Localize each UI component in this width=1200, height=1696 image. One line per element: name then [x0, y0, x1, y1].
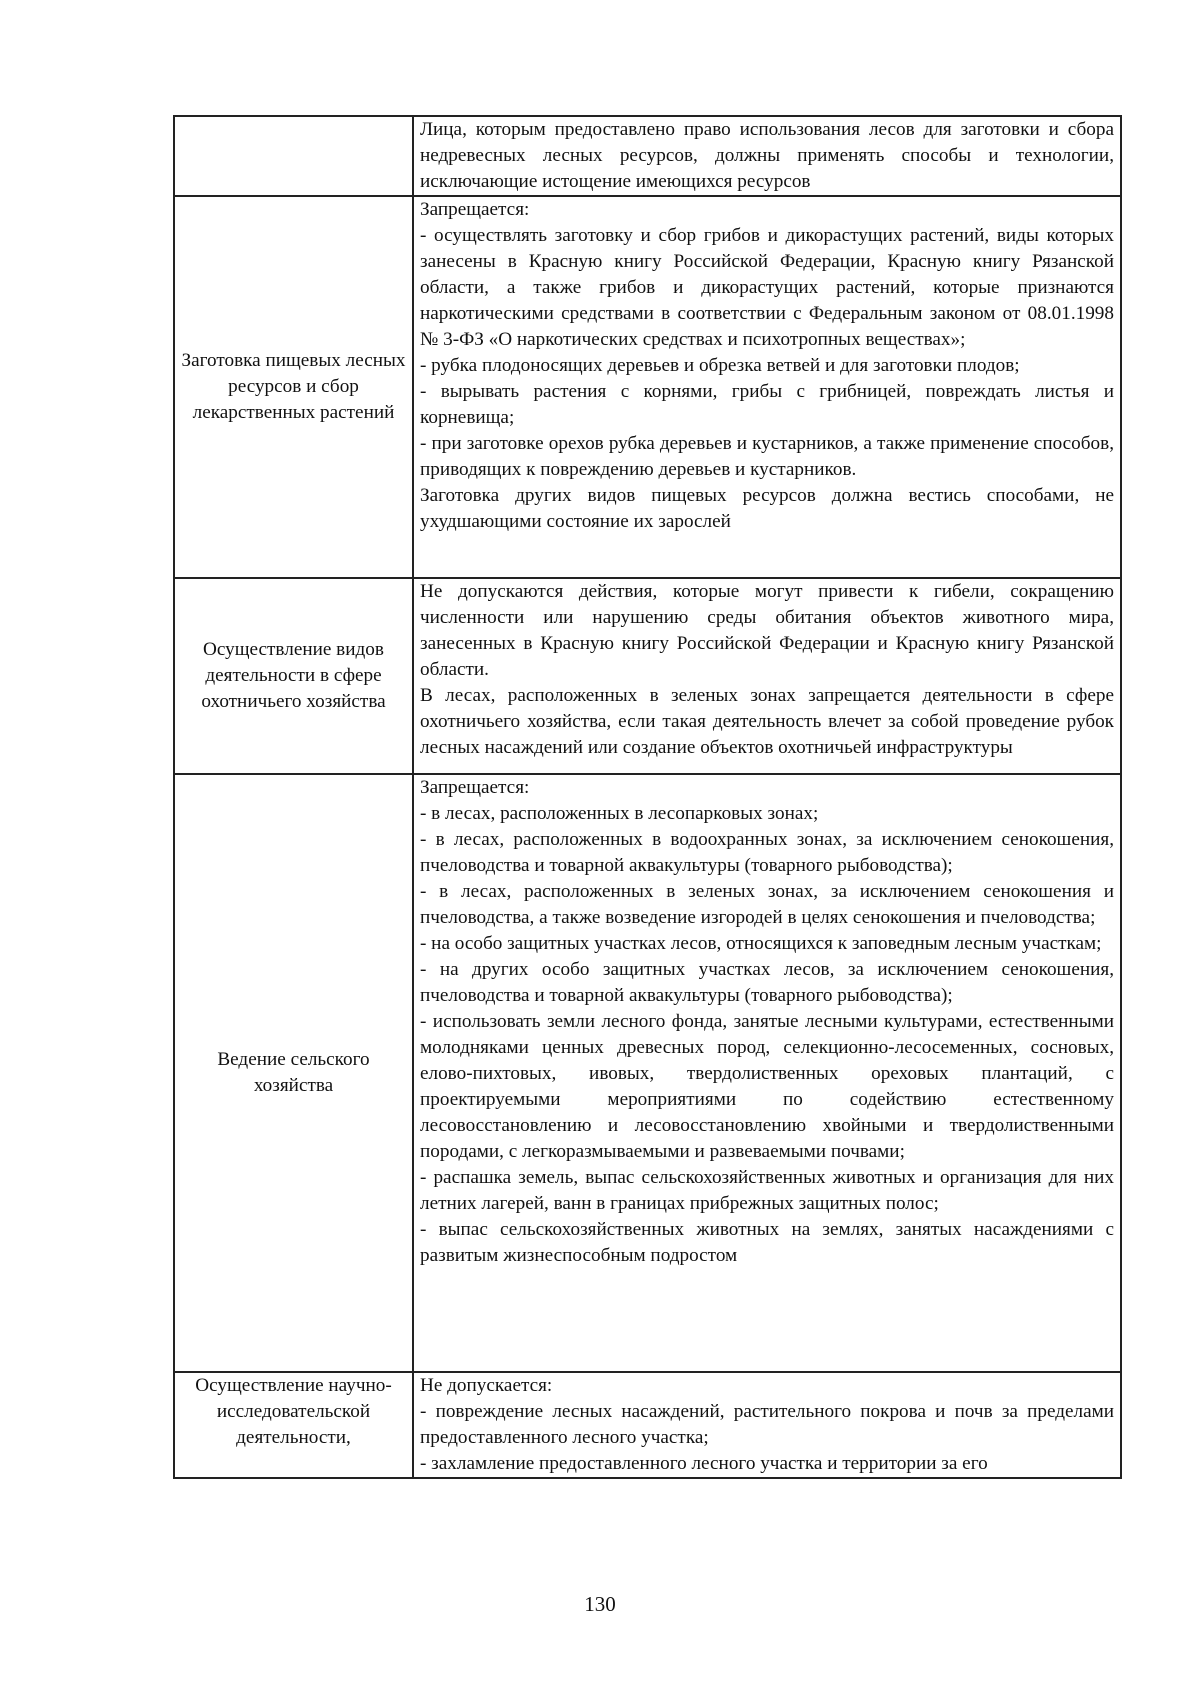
- rule-text: - рубка плодоносящих деревьев и обрезка ветвей и для заготовки плодов;: [420, 355, 1020, 376]
- rule-text: - в лесах, расположенных в водоохранных зонах, за исключением сенокошения, пчеловодства и товарной аквакультуры (товарного рыбоводства);: [420, 829, 1114, 876]
- rule-text: - повреждение лесных насаждений, растительного покрова и почв за пределами предоставленного лесного участка;: [420, 1401, 1114, 1448]
- table-row: [174, 116, 1121, 196]
- activity-cell: [174, 196, 413, 578]
- page-number: 130: [584, 1592, 616, 1616]
- rule-text: - использовать земли лесного фонда, занятые лесными культурами, естественными молодняками ценных древесных пород, селекционно-лесосеменных, сосновых, елово-пихтовых, ивовых, твердолиственных ореховых плантаций, с проектируемыми мероприятиями по содействию естественному лесовосстановлению и лесовосстановлению хвойными и твердолиственными породами, с легкоразмываемыми и развеваемыми почвами;: [420, 1011, 1114, 1162]
- activity-label: Осуществление научно-исследовательской деятельности,: [195, 1375, 392, 1448]
- rule-text: - захламление предоставленного лесного участка и территории за его: [420, 1453, 988, 1474]
- rule-text: - вырывать растения с корнями, грибы с грибницей, повреждать листья и корневища;: [420, 381, 1114, 428]
- rule-text: - осуществлять заготовку и сбор грибов и дикорастущих растений, виды которых занесены в Красную книгу Российской Федерации, Красную книгу Рязанской области, а также грибов и дикорастущих растений, которые признаются наркотическими средствами в соответствии с Федеральным законом от 08.01.1998 № 3-ФЗ «О наркотических средствах и психотропных веществах»;: [420, 225, 1114, 350]
- table-row: [174, 1372, 1121, 1478]
- rule-text: - на других особо защитных участках лесов, за исключением сенокошения, пчеловодства и товарной аквакультуры (товарного рыбоводства);: [420, 959, 1114, 1006]
- rule-text: Лица, которым предоставлено право использования лесов для заготовки и сбора недревесных лесных ресурсов, должны применять способы и технологии, исключающие истощение имеющихся ресурсов: [420, 119, 1114, 192]
- rules-cell: [413, 1372, 1121, 1478]
- rules-cell: [413, 578, 1121, 774]
- activity-cell: [174, 774, 413, 1372]
- rule-text: - в лесах, расположенных в зеленых зонах, за исключением сенокошения и пчеловодства, а также возведение изгородей в целях сенокошения и пчеловодства;: [420, 881, 1114, 928]
- rule-text: - в лесах, расположенных в лесопарковых зонах;: [420, 803, 819, 824]
- rules-cell: [413, 774, 1121, 1372]
- rules-cell: [413, 116, 1121, 196]
- table-row: [174, 774, 1121, 1372]
- rule-text: В лесах, расположенных в зеленых зонах запрещается деятельности в сфере охотничьего хозяйства, если такая деятельность влечет за собой проведение рубок лесных насаждений или создание объектов охотничьей инфраструктуры: [420, 685, 1114, 758]
- rule-text: Не допускается:: [420, 1375, 553, 1396]
- rule-text: Запрещается:: [420, 199, 530, 220]
- rule-text: - на особо защитных участках лесов, относящихся к заповедным лесным участкам;: [420, 933, 1102, 954]
- rule-text: Запрещается:: [420, 777, 530, 798]
- rule-text: - выпас сельскохозяйственных животных на землях, занятых насаждениями с развитым жизнеспособным подростом: [420, 1219, 1114, 1266]
- activity-label: Ведение сельского хозяйства: [217, 1049, 370, 1096]
- table-row: [174, 578, 1121, 774]
- rule-text: - распашка земель, выпас сельскохозяйственных животных и организация для них летних лагерей, ванн в границах прибрежных защитных полос;: [420, 1167, 1114, 1214]
- rule-text: - при заготовке орехов рубка деревьев и кустарников, а также применение способов, приводящих к повреждению деревьев и кустарников.: [420, 433, 1114, 480]
- activity-cell: [174, 1372, 413, 1478]
- table-row: [174, 196, 1121, 578]
- activity-label: Осуществление видов деятельности в сфере охотничьего хозяйства: [201, 639, 386, 712]
- activity-cell: [174, 116, 413, 196]
- activity-label: Заготовка пищевых лесных ресурсов и сбор лекарственных растений: [181, 350, 406, 423]
- activity-cell: [174, 578, 413, 774]
- rule-text: Заготовка других видов пищевых ресурсов должна вестись способами, не ухудшающими состояние их зарослей: [420, 485, 1114, 532]
- rule-text: Не допускаются действия, которые могут привести к гибели, сокращению численности или нарушению среды обитания объектов животного мира, занесенных в Красную книгу Российской Федерации и Красную книгу Рязанской области.: [420, 581, 1114, 680]
- rules-cell: [413, 196, 1121, 578]
- restrictions-table: [173, 115, 1122, 1479]
